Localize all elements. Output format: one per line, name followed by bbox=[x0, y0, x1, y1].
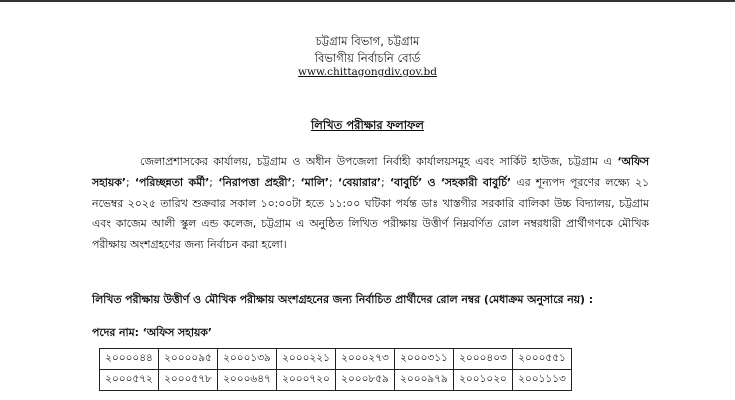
roll-number-cell: ২০০০০৪৪ bbox=[100, 349, 159, 370]
board-name: বিভাগীয় নির্বাচনি বোর্ড bbox=[314, 51, 421, 65]
roll-number-cell: ২০০০৬৪৭ bbox=[218, 370, 277, 391]
table-row bbox=[100, 370, 572, 391]
roll-number-cell: ২০০০৫৭৮ bbox=[159, 370, 218, 391]
roll-number-cell: ২০০০২৭৩ bbox=[336, 349, 395, 370]
post-name: ‘অফিস সহায়ক’ bbox=[92, 155, 649, 189]
post-name: ‘বেয়ারার’ bbox=[337, 175, 381, 189]
table-row bbox=[100, 349, 572, 370]
roll-number-cell: ২০০০৮৫৯ bbox=[336, 370, 395, 391]
post-name: ‘পরিচ্ছন্নতা কর্মী’ bbox=[134, 175, 210, 189]
post-name: ‘নিরাপত্তা প্রহরী’ bbox=[218, 175, 292, 189]
post-name: ‘বাবুর্চি’ bbox=[389, 175, 423, 189]
post-heading: পদের নাম: ‘অফিস সহায়ক’ bbox=[92, 326, 212, 339]
roll-number-cell: ২০০০৪০৩ bbox=[454, 349, 513, 370]
roll-number-cell: ২০০০৩১১ bbox=[395, 349, 454, 370]
notice-paragraph: জেলাপ্রশাসকের কার্যালয়, চট্টগ্রাম ও অধীন উপজেলা নির্বাহী কার্যালয়সমূহ এবং সার্কিট হাউজ, চট্টগ্রাম এ ‘অফিস সহায়ক’; ‘পরিচ্ছন্নতা কর্মী’; ‘নিরাপত্তা প্রহরী’; ‘মালি’; ‘বেয়ারার’; ‘বাবুর্চি’ ও ‘সহকারী বাবুর্চি’ এর শূন্যপদ পূরণের লক্ষ্যে ২১ নভেম্বর ২০২৫ তারিখ শুক্রবার সকাল ১০:০০টা হতে ১১:০০ ঘটিকা পর্যন্ত ডাঃ খাস্তগীর সরকারি বালিকা উচ্চ বিদ্যালয়, চট্টগ্রাম এবং কাজেম আলী স্কুল এন্ড কলেজ, চট্টগ্রাম এ অনুষ্ঠিত লিখিত পরীক্ষায় উত্তীর্ণ নিম্নবর্ণিত রোল নম্বরধারী প্রার্থীগণকে মৌখিক পরীক্ষায় অংশগ্রহণের জন্য নির্বাচন করা হলো। bbox=[92, 155, 649, 252]
roll-number-cell: ২০০১০২০ bbox=[454, 370, 513, 391]
paragraph-rest: এর শূন্যপদ পূরণের লক্ষ্যে ২১ নভেম্বর ২০২৫ তারিখ শুক্রবার সকাল ১০:০০টা হতে ১১:০০ ঘটিকা পর্যন্ত ডাঃ খাস্তগীর সরকারি বালিকা উচ্চ বিদ্যালয়, চট্টগ্রাম এবং কাজেম আলী স্কুল এন্ড কলেজ, চট্টগ্রাম এ অনুষ্ঠিত লিখিত পরীক্ষায় উত্তীর্ণ নিম্নবর্ণিত রোল নম্বরধারী প্রার্থীগণকে মৌখিক পরীক্ষায় অংশগ্রহণের জন্য নির্বাচন করা হলো। bbox=[92, 175, 649, 252]
roll-number-cell: ২০০০০৯৫ bbox=[159, 349, 218, 370]
paragraph-intro: জেলাপ্রশাসকের কার্যালয়, চট্টগ্রাম ও অধীন উপজেলা নির্বাহী কার্যালয়সমূহ এবং সার্কিট হাউজ, চট্টগ্রাম এ bbox=[140, 155, 612, 168]
selection-subheading: লিখিত পরীক্ষায় উত্তীর্ণ ও মৌখিক পরীক্ষায় অংশগ্রহনের জন্য নির্বাচিত প্রার্থীদের রোল নম্বর (মেধাক্রম অনুসারে নয়) : bbox=[92, 293, 594, 306]
roll-number-cell: ২০০০৫৫১ bbox=[513, 349, 572, 370]
roll-number-cell: ২০০০২২১ bbox=[277, 349, 336, 370]
roll-table-body bbox=[100, 349, 572, 391]
post-name: ‘মালি’ bbox=[300, 175, 329, 189]
conjunction: ও bbox=[427, 175, 436, 189]
website-link[interactable]: www.chittagongdiv.gov.bd bbox=[298, 66, 437, 78]
top-border-line bbox=[0, 0, 735, 2]
roll-number-cell: ২০০০৯৭৯ bbox=[395, 370, 454, 391]
document-title: লিখিত পরীক্ষার ফলাফল bbox=[310, 118, 425, 132]
division-name: চট্টগ্রাম বিভাগ, চট্টগ্রাম bbox=[315, 34, 420, 48]
post-name: ‘সহকারী বাবুর্চি’ bbox=[440, 175, 512, 189]
roll-number-table bbox=[99, 348, 572, 391]
roll-number-cell: ২০০১১১৩ bbox=[513, 370, 572, 391]
roll-number-cell: ২০০০৭২০ bbox=[277, 370, 336, 391]
roll-number-cell: ২০০০৫৭২ bbox=[100, 370, 159, 391]
roll-number-cell: ২০০০১৩৯ bbox=[218, 349, 277, 370]
